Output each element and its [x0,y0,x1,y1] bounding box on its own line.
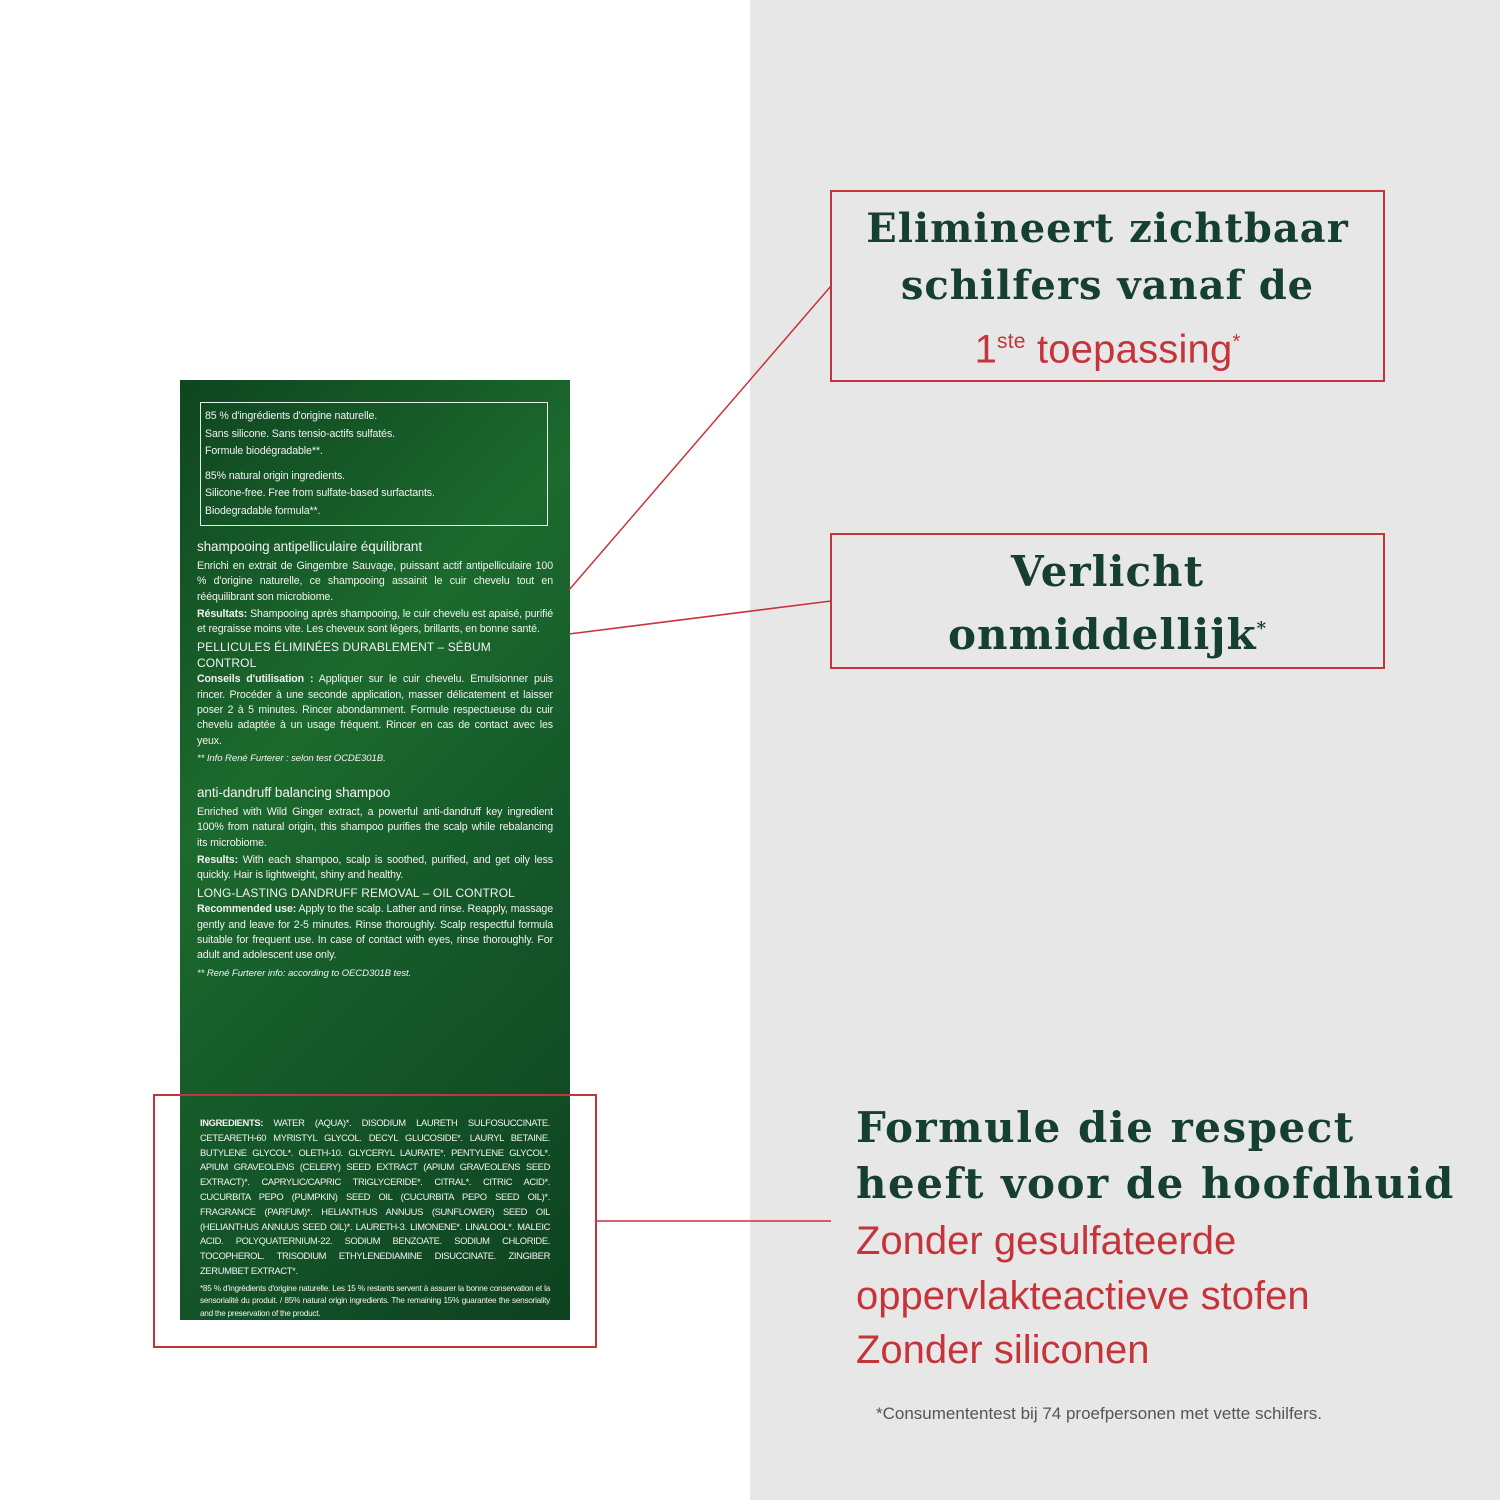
english-title: anti-dandruff balancing shampoo [197,785,391,800]
french-usage-label: Conseils d'utilisation : [197,673,314,686]
ingredients-highlight-box [153,1094,597,1348]
french-intro: Enrichi en extrait de Gingembre Sauvage, puissant actif antipelliculaire 100 % d'origine naturelle, ce shampooing assainit le cuir chevelu tout en rééquilibrant son microbiome. [197,560,553,603]
formula-title: Formule die respect heeft voor de hoofdhuid [856,1103,1455,1208]
french-title: shampooing antipelliculaire équilibrant [197,539,422,554]
callout-first-text [830,200,1385,377]
callout-first-line1: Elimineert zichtbaar [866,205,1349,252]
callout-second-word: onmiddellijk [948,610,1257,659]
callout-first-line3 [830,314,1385,377]
english-intro: Enriched with Wild Ginger extract, a powerful anti-dandruff key ingredient 100% from natural origin, this shampoo purifies the scalp while rebalancing its microbiome. [197,806,553,849]
callout-first-line2: schilfers vanaf de [900,262,1315,309]
callout-first-word: toepassing [1036,327,1233,372]
claim-en-3: Biodegradable formula**. [205,504,321,517]
claim-fr-1: 85 % d'ingrédients d'origine naturelle. [205,410,378,422]
french-results-text: Shampooing après shampooing, le cuir chevelu est apaisé, purifié et regraisse moins vite. Les cheveux sont légers, brillants, en bonne santé. [197,607,553,636]
connector-line-second [569,601,831,634]
claim-fr-2: Sans silicone. Sans tensio-actifs sulfatés. [205,427,396,440]
claim-en-1: 85% natural origin ingredients. [205,469,346,482]
formula-subtitle [856,1214,1496,1378]
claim-fr-3: Formule biodégradable**. [205,445,323,457]
callout-first-number: 1 [974,327,998,372]
ingredients-text: WATER (AQUA)*. DISODIUM LAURETH SULFOSUCCINATE. CETEARETH-60 MYRISTYL GLYCOL. DECYL GLUCOSIDE*. LAURYL BETAINE. BUTYLENE GLYCOL*. OLETH-10. GLYCERYL LAURATE*. PENTYLENE GLYCOL*. APIUM GRAVEOLENS (CELERY) SEED EXTRACT (APIUM GRAVEOLENS SEED EXTRACT)*. CAPRYLIC/CAPRIC TRIGLYCERIDE*. CITRAL*. CITRIC ACID*. CUCURBITA PEPO (PUMPKIN) SEED OIL (CUCURBITA PEPO SEED OIL)*. FRAGRANCE (PARFUM)*. HELIANTHUS ANNUUS (SUNFLOWER) SEED OIL (HELIANTHUS ANNUUS SEED OIL)*. LAURETH-3. LIMONENE*. LINALOOL*. MALEIC ACID. POLYQUATERNIUM-22. SODIUM BENZOATE. SODIUM CHLORIDE. TOCOPHEROL. TRISODIUM ETHYLENEDIAMINE DISUCCINATE. ZINGIBER ZERUMBET EXTRACT*. [200,1117,550,1276]
french-note: ** Info René Furterer : selon test OCDE301B. [197,752,386,764]
french-usage-text: Appliquer sur le cuir chevelu. Emulsionner puis rincer. Procéder à une seconde application, masser délicatement et laisser poser 2 à 5 minutes. Rincer abondamment. Formule respectueuse du cuir chevelu adaptée à un usage fréquent. Rincer en cas de contact avec les yeux. [197,673,553,747]
claim-en-2: Silicone-free. Free from sulfate-based surfactants. [205,487,435,499]
callout-first-asterisk: * [1232,331,1241,353]
formula-sub-line1: Zonder gesulfateerde [856,1219,1237,1263]
callout-second-asterisk: * [1256,618,1267,639]
formula-sub-line2: oppervlakteactieve stofen [856,1273,1310,1318]
disclaimer: *Consumententest bij 74 proefpersonen met vette schilfers. [876,1404,1323,1423]
french-heading: PELLICULES ÉLIMINÉES DURABLEMENT – SÉBUM CONTROL [197,640,491,671]
english-note: ** René Furterer info: according to OECD301B test. [197,967,412,979]
english-results-text: With each shampoo, scalp is soothed, purified, and get oily less quickly. Hair is lightweight, shiny and healthy. [197,853,553,882]
english-usage-text: Apply to the scalp. Lather and rinse. Reapply, massage gently and leave for 2-5 minutes. Rinse thoroughly. Scalp respectful formula suitable for frequent use. In case of contact with eyes, rinse thoroughly. For adult and adolescent use only. [197,903,553,962]
ingredients-label: INGREDIENTS: [200,1117,263,1128]
english-heading: LONG-LASTING DANDRUFF REMOVAL – OIL CONTROL [197,886,515,901]
english-usage-label: Recommended use: [197,903,297,916]
callout-second-text [830,543,1385,663]
ingredients-footnote: *85 % d'ingrédients d'origine naturelle. Les 15 % restants servent à assurer la bonne conservation et la sensorialité du produit. / 85% natural origin ingredients. The remaining 15% guarantee the sensoriality and the preservation of the product. [200,1283,550,1318]
english-results-label: Results: [197,853,238,866]
french-results-label: Résultats: [197,607,248,620]
callout-second-line2 [830,600,1385,663]
callout-second-line1: Verlicht [1010,547,1204,596]
formula-sub-line3: Zonder siliconen [856,1328,1150,1372]
connector-line-first [569,286,831,590]
callout-first-superscript: ste [997,330,1026,353]
